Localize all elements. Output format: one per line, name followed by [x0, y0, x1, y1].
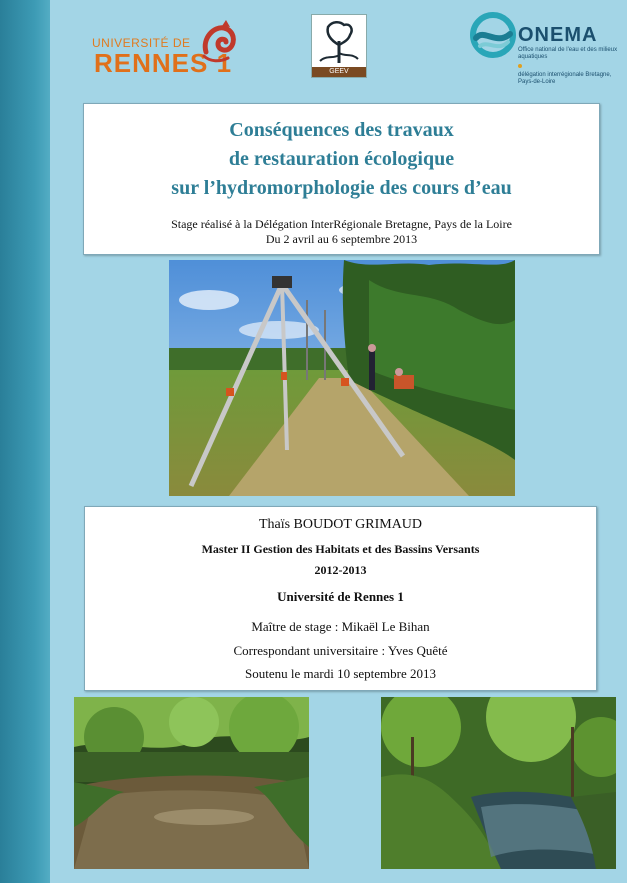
water-wave-logo-icon: [470, 12, 516, 58]
stream-photo-right: [381, 697, 616, 869]
geev-label: GEEV: [312, 67, 366, 77]
rennes-universite-text: UNIVERSITÉ DE: [92, 36, 191, 50]
rennes-university-logo: [92, 18, 252, 78]
onema-delegation: délégation interrégionale Bretagne, Pays-de-Loire: [518, 72, 612, 85]
survey-tripod-photo: [169, 260, 515, 496]
university-name: Université de Rennes 1: [277, 589, 404, 604]
master-program: Master II Gestion des Habitats et des Bassins Versants: [201, 542, 480, 556]
title-line-3: sur l’hydromorphologie des cours d’eau: [171, 177, 512, 199]
title-box: [83, 103, 600, 255]
onema-logo: [468, 12, 618, 92]
supervisor-line: Maître de stage : Mikaël Le Bihan: [251, 619, 430, 634]
geev-lab-logo: [311, 14, 367, 78]
internship-text: Stage réalisé à la Délégation InterRégionale Bretagne, Pays de la Loire: [171, 217, 512, 231]
title-line-1: Conséquences des travaux: [229, 119, 454, 141]
left-sidebar-band: [0, 0, 50, 883]
academic-year: 2012-2013: [314, 563, 367, 577]
internship-dates: Du 2 avril au 6 septembre 2013: [265, 232, 418, 246]
author-name: Thaïs BOUDOT GRIMAUD: [258, 517, 423, 532]
title-line-2: de restauration écologique: [228, 148, 455, 170]
ermine-logo-icon: [200, 18, 240, 64]
stream-photo-left: [74, 697, 309, 869]
correspondent-line: Correspondant universitaire : Yves Quêté: [233, 643, 448, 658]
onema-tagline: Office national de l'eau et des milieux aquatiques: [518, 47, 618, 60]
author-info-box: [84, 506, 597, 691]
defense-date-line: Soutenu le mardi 10 septembre 2013: [245, 666, 436, 681]
rennes-name-text: RENNES 1: [94, 48, 233, 78]
tree-logo-icon: [312, 15, 366, 67]
onema-name-text: ONEMA: [518, 24, 598, 46]
onema-dot: [518, 64, 522, 68]
